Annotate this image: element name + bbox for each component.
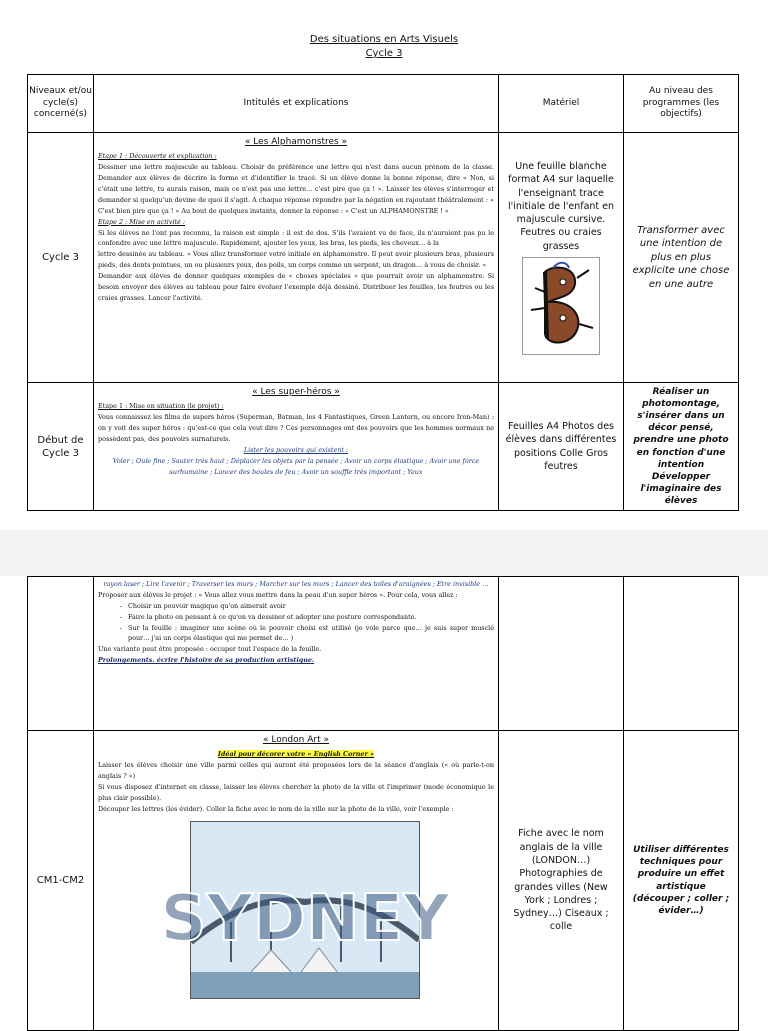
sydney-example-image [160,821,450,999]
description-cell [94,577,499,731]
header-levels: Niveaux et/ou cycle(s) concerné(s) [28,75,94,133]
paragraph: Proposer aux élèves le projet : « Vous allez vous mettre dans la peau d'un super héros ». Pour cela, vous allez : [98,590,458,599]
page-two [0,576,768,1024]
paragraph: Une variante peut être proposée : occuper tout l'espace de la feuille. [98,645,322,654]
header-intitules: Intitulés et explications [94,75,499,133]
paragraph: Laisser les élèves choisir une ville parmi celles qui auront été proposées lors de la séance d'anglais (« où parle-t-on anglais ? ») [98,761,494,781]
objectif-cell-empty [624,577,739,731]
activities-table [27,74,739,511]
objectif-cell: Utiliser différentes techniques pour produire un effet artistique (découper ; coller ; évider…) [624,731,739,1031]
materiel-cell: Fiche avec le nom anglais de la ville (LONDON…) Photographies de grandes villes (New York ; Londres ; Sydney…) Ciseaux ; colle [499,731,624,1031]
table-row-alphamonstres [28,133,739,383]
level-cell: CM1-CM2 [28,731,94,1031]
description-cell [94,383,499,511]
paragraph: Dessiner une lettre majuscule au tableau. Choisir de préférence une lettre qui n'est dans aucun prénom de la classe. Demander aux élèves de décrire la forme et d'identifier le tracé. Si un élève donne la bonne réponse, dire « Non, si c'était une lettre, tu aurais raison, mais ce n'est pas une lettre… c'est pire que ça ! ». Laisser les élèves s'interroger et demander si quelqu'un devine de quoi il s'agit. A chaque réponse répondre par la négation en rajoutant théâtralement : « C'est bien pire que ça ! » Au bout de quelques instants, donner la réponse : « C'est un ALPHAMONSTRE ! » [98,163,494,215]
section-title: « Les super-héros » [252,387,340,397]
activities-table-continued [27,576,739,1031]
section-title: « London Art » [263,735,329,745]
page-separator [0,530,768,576]
materiel-cell [499,133,624,383]
steps-list [98,601,494,645]
document-subtitle: Cycle 3 [365,48,403,59]
paragraph: Si vous disposez d'internet en classe, laisser les élèves chercher la photo de la ville et l'imprimer (mode économique le plus clair possible). [98,782,494,802]
table-row-super-heros [28,383,739,511]
sydney-word: SYDNEY [160,881,450,956]
paragraph: Si les élèves ne l'ont pas reconnu, la raison est simple : il est de dos. S'ils l'avaient vu de face, ils n'auraient pas pu le confondre avec une lettre majuscule. Rapidement, ajouter les yeux, les bras, les pieds, les cheveux… à la [98,228,494,248]
header-materiel: Matériel [499,75,624,133]
prolongements: Prolongements. écrire l'histoire de sa production artistique. [98,656,315,665]
step-heading: Etape 1 : Découverte et explication : [98,152,217,161]
step-heading: Etape 2 : Mise en activité : [98,217,186,226]
objectif-cell: Réaliser un photomontage, s'insérer dans un décor pensé, prendre une photo en fonction d'une intention Développer l'imaginaire des élèves [624,383,739,511]
table-row-london-art [28,731,739,1031]
paragraph: Découper les lettres (les évider). Coller la fiche avec le nom de la ville sur la photo de la ville, voir l'exemple : [98,804,454,813]
level-cell-empty [28,577,94,731]
paragraph: Demander aux élèves de donner quelques exemples de « choses spéciales » que pourrait avoir un alphamonstre. Si besoin envoyer des élèves au tableau pour faire évoluer l'exemple déjà dessiné. Distribuer les feuilles, les feutres ou les craies grasses. Lancer l'activité. [98,272,494,302]
materiel-cell: Feuilles A4 Photos des élèves dans différentes positions Colle Gros feutres [499,383,624,511]
level-cell: Début de Cycle 3 [28,383,94,511]
alphamonster-image [522,257,600,355]
level-cell: Cycle 3 [28,133,94,383]
table-row-super-heros-continued [28,577,739,731]
description-cell [94,731,499,1031]
description-cell [94,133,499,383]
paragraph: lettre dessinée au tableau. « Vous allez transformer votre initiale en alphamonstre. Il peut avoir plusieurs bras, plusieurs pieds, des dents pointues, un ou plusieurs yeux, des poils, un corps comme un serpent, un dragon… à vous de choisir. » [98,250,494,270]
step-heading: Etape 1 : Mise en situation (le projet) : [98,402,224,411]
header-objectifs: Au niveau des programmes (les objectifs) [624,75,739,133]
materiel-cell-empty [499,577,624,731]
powers-heading: Lister les pouvoirs qui existent : [243,445,349,454]
section-title: « Les Alphamonstres » [244,137,348,147]
powers-list: Voler ; Ouïe fine ; Sauter très haut ; Déplacer les objets par la pensée ; Avoir un corps élastique ; Avoir une force surhumaine ; Lancer des boules de feu ; Avoir un souffle très important ; Yeux [112,456,480,476]
list-item: - Faire la photo en pensant à ce qu'on va dessiner et adopter une posture correspondante. [128,612,494,623]
document-title: Des situations en Arts Visuels [309,34,459,45]
paragraph: Vous connaissez les films de supers héros (Superman, Batman, les 4 Fantastiques, Green Lantern, ou encore Iron-Man) : on y voit des super héros : qu'est-ce que cela veut dire ? Ces personnages ont des pouvoirs que les hommes normaux ne possèdent pas, des pouvoirs surnaturels. [98,413,494,443]
materiel-text: Une feuille blanche format A4 sur laquelle l'enseignant trace l'initiale de l'enfant en majuscule cursive. Feutres ou craies grasses [507,160,615,252]
powers-list-continued: rayon laser ; Lire l'avenir ; Traverser les murs ; Marcher sur les murs ; Lancer des toiles d'araignées ; Etre invisible … [103,580,489,588]
table-header-row [28,75,739,133]
list-item: - Choisir un pouvoir magique qu'on aimerait avoir [128,601,494,612]
objectif-cell: Transformer avec une intention de plus en plus explicite une chose en une autre [624,133,739,383]
list-item: - Sur la feuille : imaginer une scène où le pouvoir choisi est utilisé (je vole parce que… je suis super musclé pour… j'ai un corps élastique qui me permet de… ) [128,623,494,645]
highlighted-tip: Idéal pour décorer votre « English Corner » [217,750,375,759]
